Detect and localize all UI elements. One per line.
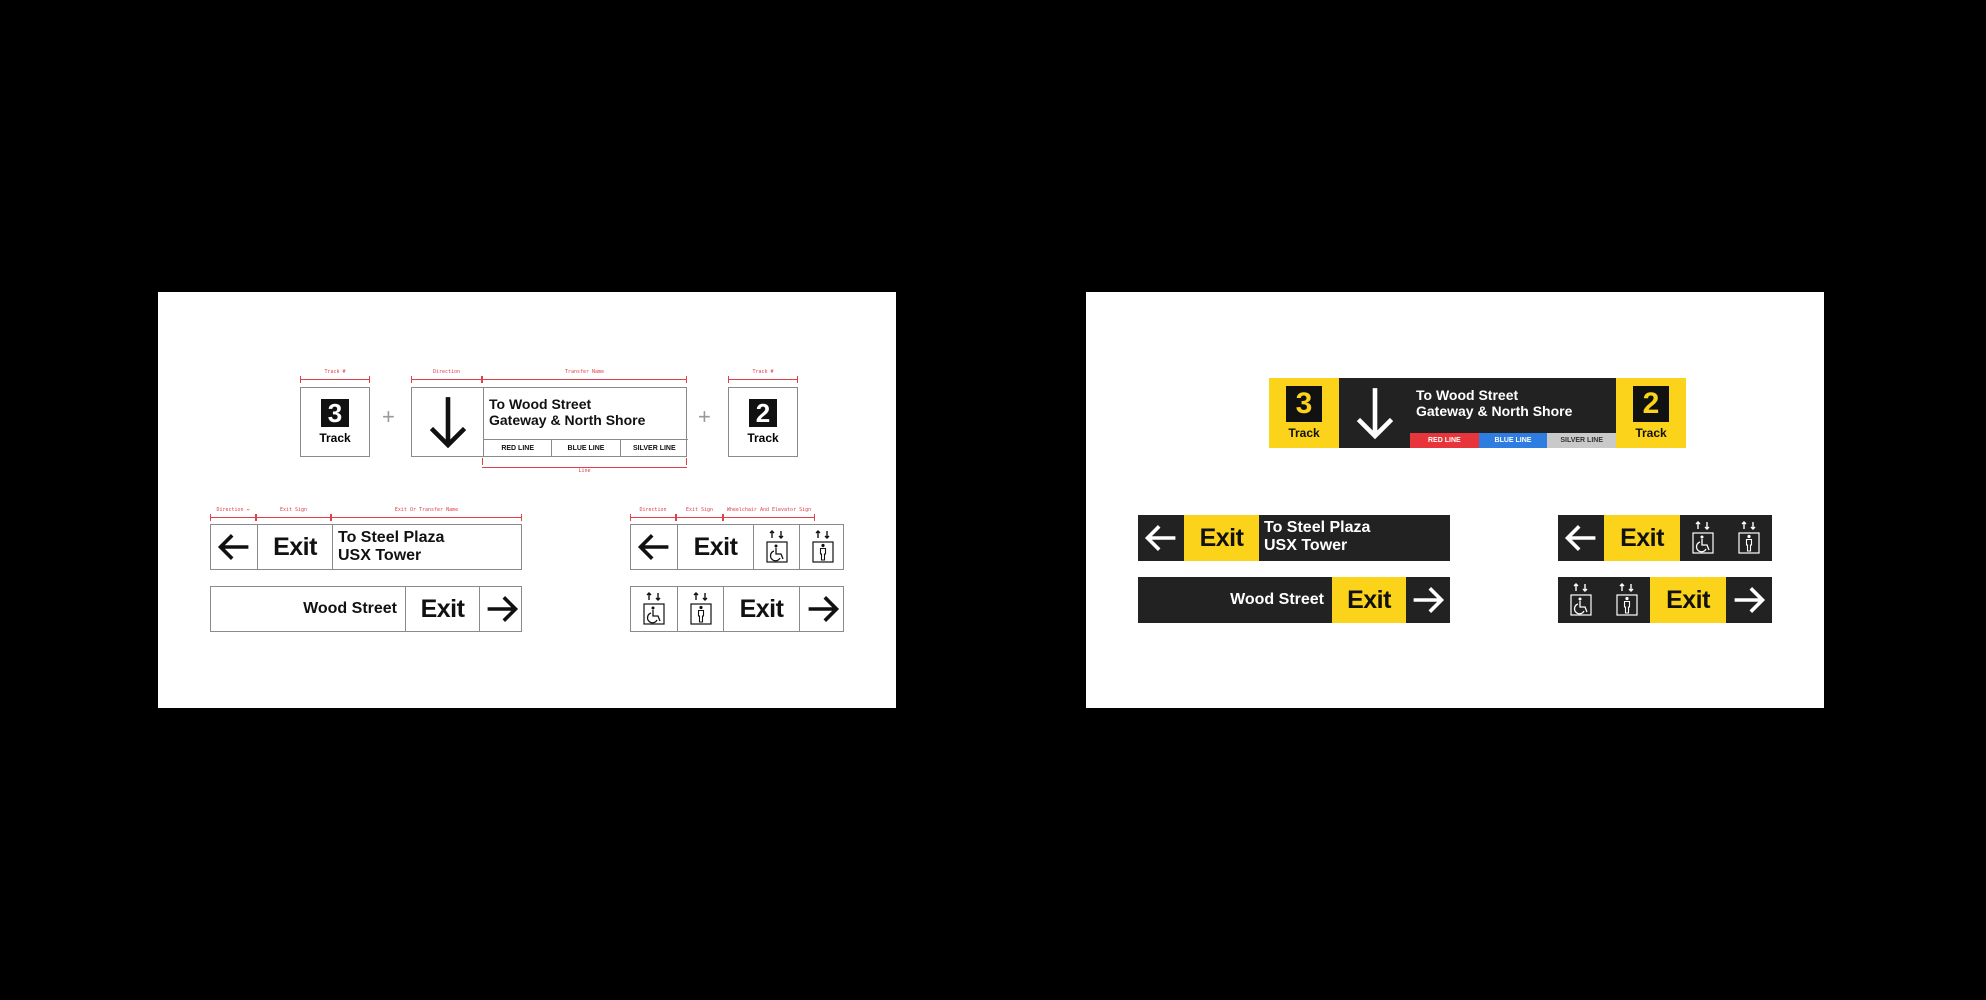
- transfer-sign: [411, 387, 687, 457]
- arrow-right-icon: [1406, 577, 1450, 623]
- silver-line-label: SILVER LINE: [620, 440, 688, 456]
- plus-sign: +: [382, 404, 395, 429]
- outline-design-panel: [158, 292, 896, 708]
- annotation-direction: Direction: [411, 379, 482, 389]
- track-number: 3: [321, 399, 349, 427]
- arrow-right-icon: [1726, 577, 1772, 623]
- color-design-panel: [1086, 292, 1824, 708]
- person-elevator-icon: [1726, 515, 1772, 561]
- transfer-line2: Gateway & North Shore: [1416, 403, 1573, 419]
- track-sign-2-color: [1616, 378, 1686, 448]
- annotation-exit-sign: Exit Sign: [256, 517, 331, 527]
- person-elevator-icon: [1604, 577, 1650, 623]
- annotation-direction-2: Direction: [630, 517, 676, 527]
- track-sign-3-color: [1269, 378, 1339, 448]
- wheelchair-elevator-icon: [631, 587, 677, 631]
- annotation-exit-or-transfer: Exit Or Transfer Name: [331, 517, 522, 527]
- wheelchair-elevator-icon: [1558, 577, 1604, 623]
- exit-sign-c-outline: [630, 524, 844, 570]
- line-list: [484, 439, 688, 456]
- blue-line-label: BLUE LINE: [551, 440, 619, 456]
- annotation-exit-sign-2: Exit Sign: [676, 517, 723, 527]
- red-line-label: RED LINE: [1410, 433, 1479, 448]
- arrow-left-icon: [211, 525, 257, 569]
- line-list: [1410, 433, 1616, 448]
- arrow-right-icon: [479, 587, 523, 631]
- person-elevator-icon: [677, 587, 723, 631]
- wheelchair-elevator-icon: [1680, 515, 1726, 561]
- street-name: Wood Street: [303, 600, 397, 617]
- red-line-label: RED LINE: [501, 444, 534, 452]
- exit-label: Exit: [693, 532, 738, 561]
- person-elevator-icon: [799, 525, 845, 569]
- street-name: Wood Street: [1230, 591, 1324, 608]
- exit-sign-b-color: [1138, 577, 1450, 623]
- track-label: Track: [747, 431, 779, 445]
- annotation-track: Track #: [300, 379, 370, 389]
- exit-label: Exit: [1199, 523, 1244, 552]
- exit-dest-line2: USX Tower: [338, 547, 422, 564]
- arrow-down-icon: [412, 388, 483, 456]
- transfer-line1: To Wood Street: [489, 396, 592, 412]
- transfer-line2: Gateway & North Shore: [489, 412, 646, 428]
- annotation-transfer-name: Transfer Name: [482, 379, 687, 389]
- silver-line-label: SILVER LINE: [1547, 433, 1616, 448]
- blue-line-label: BLUE LINE: [1479, 433, 1548, 448]
- exit-sign-d-outline: [630, 586, 844, 632]
- track-sign-2: [728, 387, 798, 457]
- exit-label: Exit: [1620, 523, 1664, 552]
- track-number: 3: [1286, 386, 1322, 422]
- wheelchair-elevator-icon: [753, 525, 799, 569]
- arrow-right-icon: [799, 587, 845, 631]
- exit-label: Exit: [420, 594, 465, 623]
- track-number: 2: [749, 399, 777, 427]
- exit-label: Exit: [1347, 585, 1391, 614]
- exit-dest-line1: To Steel Plaza: [1264, 519, 1371, 536]
- exit-label: Exit: [1666, 585, 1710, 614]
- exit-label: Exit: [739, 594, 784, 623]
- track-sign-3: [300, 387, 370, 457]
- arrow-left-icon: [631, 525, 677, 569]
- exit-label: Exit: [273, 532, 317, 561]
- annotation-wheelchair-elevator: Wheelchair And Elevator Sign: [723, 517, 815, 527]
- exit-sign-c-color: [1558, 515, 1772, 561]
- arrow-left-icon: [1558, 515, 1604, 561]
- arrow-down-icon: [1339, 378, 1410, 448]
- plus-sign-2: +: [698, 404, 711, 429]
- exit-sign-d-color: [1558, 577, 1772, 623]
- arrow-left-icon: [1138, 515, 1184, 561]
- exit-sign-a-color: [1138, 515, 1450, 561]
- transfer-sign-color: [1339, 378, 1616, 448]
- exit-dest-line1: To Steel Plaza: [338, 529, 445, 546]
- track-label: Track: [1635, 426, 1667, 440]
- annotation-line: Line: [482, 462, 687, 468]
- exit-dest-line2: USX Tower: [1264, 537, 1348, 554]
- transfer-line1: To Wood Street: [1416, 387, 1519, 403]
- track-number: 2: [1633, 386, 1669, 422]
- track-label: Track: [1288, 426, 1320, 440]
- exit-sign-a-outline: [210, 524, 522, 570]
- track-label: Track: [319, 431, 351, 445]
- annotation-track-2: Track #: [728, 379, 798, 389]
- annotation-direction-arrow: Direction ↔: [210, 517, 256, 527]
- exit-sign-b-outline: [210, 586, 522, 632]
